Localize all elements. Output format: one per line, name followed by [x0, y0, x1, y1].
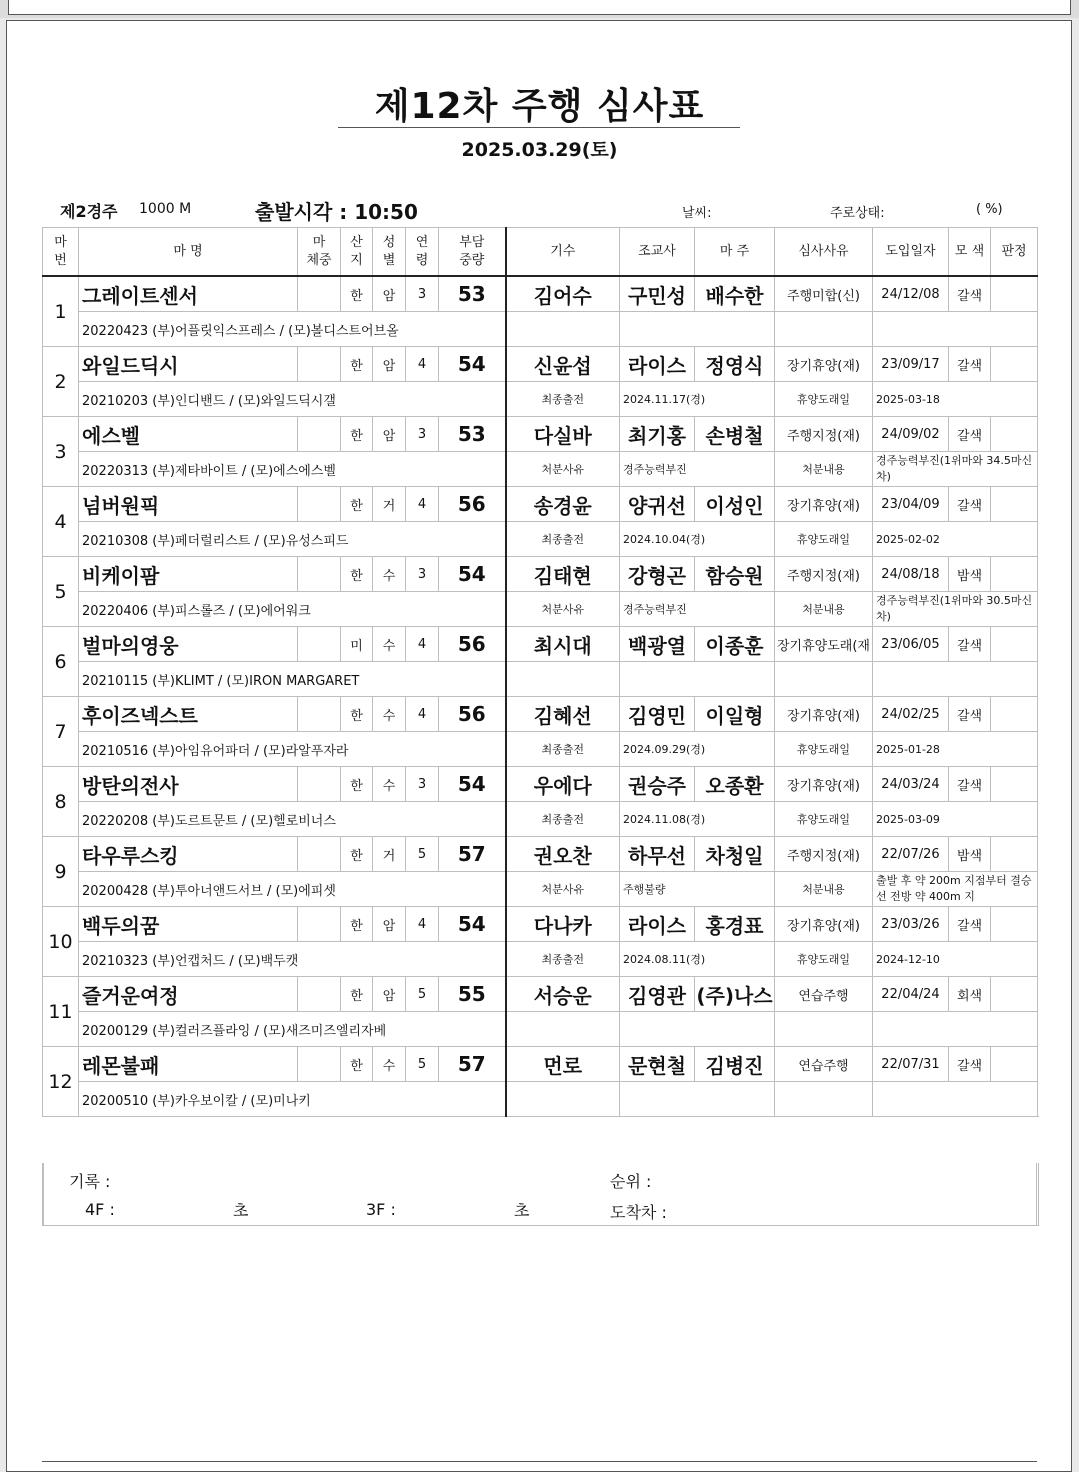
review-reason: 장기휴양(재) — [775, 697, 873, 732]
intro-date: 24/12/08 — [873, 276, 949, 312]
horse-row — [43, 417, 1038, 452]
review-reason: 장기휴양(재) — [775, 767, 873, 802]
horse-trainer: 구민성 — [620, 276, 695, 312]
col-weight: 마 체중 — [298, 228, 341, 277]
horse-sex: 수 — [373, 627, 406, 662]
review-reason: 주행지정(재) — [775, 417, 873, 452]
intro-date: 23/04/09 — [873, 487, 949, 522]
review-reason: 연습주행 — [775, 977, 873, 1012]
coat-color: 회색 — [949, 977, 991, 1012]
coat-color: 갈색 — [949, 347, 991, 382]
col-trainer: 조교사 — [620, 228, 695, 277]
horse-number: 1 — [43, 276, 79, 347]
detail-label-1 — [506, 662, 620, 697]
horse-name: 방탄의전사 — [79, 767, 298, 802]
horse-jockey: 우에다 — [506, 767, 620, 802]
horse-origin: 한 — [341, 697, 373, 732]
col-coat-color: 모 색 — [949, 228, 991, 277]
detail-label-1: 최종출전 — [506, 942, 620, 977]
horse-trainer: 하무선 — [620, 837, 695, 872]
horse-age: 5 — [406, 977, 439, 1012]
col-judgement: 판정 — [991, 228, 1038, 277]
horse-age: 3 — [406, 417, 439, 452]
horse-age: 3 — [406, 557, 439, 592]
coat-color: 갈색 — [949, 276, 991, 312]
horse-number: 12 — [43, 1047, 79, 1117]
horse-row — [43, 837, 1038, 872]
horse-origin: 한 — [341, 417, 373, 452]
horse-owner: 홍경표 — [695, 907, 775, 942]
page-bottom-line — [42, 1461, 1037, 1462]
horse-trainer: 권승주 — [620, 767, 695, 802]
horse-burden: 55 — [439, 977, 506, 1012]
horse-age: 5 — [406, 1047, 439, 1082]
horse-burden: 56 — [439, 697, 506, 732]
horse-trainer: 백광열 — [620, 627, 695, 662]
coat-color: 갈색 — [949, 767, 991, 802]
detail-label-1: 처분사유 — [506, 872, 620, 907]
horse-jockey: 신윤섭 — [506, 347, 620, 382]
horse-trainer: 강형곤 — [620, 557, 695, 592]
horse-origin: 한 — [341, 907, 373, 942]
intro-date: 22/07/31 — [873, 1047, 949, 1082]
detail-label-2 — [775, 1082, 873, 1117]
horse-row — [43, 977, 1038, 1012]
horse-row — [43, 907, 1038, 942]
review-reason: 장기휴양(재) — [775, 907, 873, 942]
coat-color: 밤색 — [949, 837, 991, 872]
horse-pedigree: 20220406 (부)피스롤즈 / (모)에어워크 — [79, 592, 506, 627]
detail-label-2: 처분내용 — [775, 592, 873, 627]
coat-color: 갈색 — [949, 697, 991, 732]
f4-seconds: 초 — [233, 1201, 249, 1220]
horse-pedigree: 20220313 (부)제타바이트 / (모)에스에스벨 — [79, 452, 506, 487]
horse-number: 6 — [43, 627, 79, 697]
horse-detail-row — [43, 312, 1038, 347]
horse-detail-row — [43, 522, 1038, 557]
horse-age: 4 — [406, 347, 439, 382]
horse-weight — [298, 697, 341, 732]
detail-label-1: 최종출전 — [506, 382, 620, 417]
horse-row — [43, 276, 1038, 312]
detail-label-2: 휴양도래일 — [775, 802, 873, 837]
intro-date: 22/07/26 — [873, 837, 949, 872]
detail-value-2: 출발 후 약 200m 지점부터 결승선 전방 약 400m 지 — [873, 872, 1038, 907]
horse-number: 5 — [43, 557, 79, 627]
start-time: 출발시각 : 10:50 — [255, 200, 418, 224]
horse-origin: 한 — [341, 977, 373, 1012]
horse-number: 3 — [43, 417, 79, 487]
horse-name: 레몬불패 — [79, 1047, 298, 1082]
horse-name: 타우루스킹 — [79, 837, 298, 872]
horse-sex: 암 — [373, 417, 406, 452]
review-reason: 장기휴양(재) — [775, 347, 873, 382]
f3-seconds: 초 — [514, 1201, 530, 1220]
horse-trainer: 양귀선 — [620, 487, 695, 522]
horse-trainer: 김영관 — [620, 977, 695, 1012]
horse-row — [43, 347, 1038, 382]
horse-detail-row — [43, 662, 1038, 697]
horse-detail-row — [43, 1082, 1038, 1117]
horse-pedigree: 20200510 (부)카우보이칼 / (모)미나키 — [79, 1082, 506, 1117]
review-reason: 연습주행 — [775, 1047, 873, 1082]
weather-label: 날씨: — [682, 206, 712, 221]
detail-label-1: 최종출전 — [506, 802, 620, 837]
horse-trainer: 최기홍 — [620, 417, 695, 452]
horse-detail-row — [43, 732, 1038, 767]
col-sex: 성 별 — [373, 228, 406, 277]
coat-color: 갈색 — [949, 1047, 991, 1082]
horse-weight — [298, 977, 341, 1012]
horse-number: 10 — [43, 907, 79, 977]
horse-weight — [298, 417, 341, 452]
intro-date: 23/03/26 — [873, 907, 949, 942]
detail-value-1: 2024.11.08(경) — [620, 802, 775, 837]
horse-origin: 한 — [341, 347, 373, 382]
detail-value-1: 2024.10.04(경) — [620, 522, 775, 557]
coat-color: 밤색 — [949, 557, 991, 592]
col-reason: 심사사유 — [775, 228, 873, 277]
horse-age: 4 — [406, 907, 439, 942]
intro-date: 24/02/25 — [873, 697, 949, 732]
horse-number: 7 — [43, 697, 79, 767]
horse-owner: 함승원 — [695, 557, 775, 592]
judgement-cell[interactable] — [991, 767, 1038, 802]
table-header-row — [43, 228, 1038, 277]
coat-color: 갈색 — [949, 417, 991, 452]
detail-value-2: 2025-03-09 — [873, 802, 1038, 837]
race-distance: 1000 M — [139, 201, 192, 217]
detail-label-2 — [775, 312, 873, 347]
judgement-cell[interactable] — [991, 347, 1038, 382]
horse-name: 와일드딕시 — [79, 347, 298, 382]
horse-sex: 암 — [373, 907, 406, 942]
horse-age: 5 — [406, 837, 439, 872]
horse-jockey: 먼로 — [506, 1047, 620, 1082]
horse-owner: 이종훈 — [695, 627, 775, 662]
horse-sex: 암 — [373, 276, 406, 312]
moisture-percent: ( %) — [976, 202, 1003, 217]
horse-jockey: 다나카 — [506, 907, 620, 942]
horse-owner: 김병진 — [695, 1047, 775, 1082]
horse-trainer: 라이스 — [620, 347, 695, 382]
horse-owner: 정영식 — [695, 347, 775, 382]
detail-label-2: 휴양도래일 — [775, 942, 873, 977]
horse-row — [43, 767, 1038, 802]
detail-value-2: 경주능력부진(1위마와 34.5마신 차) — [873, 452, 1038, 487]
judgement-cell[interactable] — [991, 557, 1038, 592]
horse-weight — [298, 557, 341, 592]
judgement-cell[interactable] — [991, 837, 1038, 872]
judgement-cell[interactable] — [991, 276, 1038, 312]
intro-date: 23/09/17 — [873, 347, 949, 382]
horse-number: 9 — [43, 837, 79, 907]
horse-number: 4 — [43, 487, 79, 557]
detail-label-1: 최종출전 — [506, 522, 620, 557]
horse-trainer: 김영민 — [620, 697, 695, 732]
horse-detail-row — [43, 452, 1038, 487]
intro-date: 24/03/24 — [873, 767, 949, 802]
detail-value-1 — [620, 1082, 775, 1117]
record-label: 기록 : — [69, 1172, 111, 1191]
page-title: 제12차 주행 심사표 — [374, 86, 705, 127]
coat-color: 갈색 — [949, 907, 991, 942]
horse-name: 후이즈넥스트 — [79, 697, 298, 732]
detail-label-2: 처분내용 — [775, 872, 873, 907]
horse-weight — [298, 487, 341, 522]
horse-pedigree: 20210115 (부)KLIMT / (모)IRON MARGARET — [79, 662, 506, 697]
detail-label-1 — [506, 312, 620, 347]
col-name: 마 명 — [79, 228, 298, 277]
horse-jockey: 김태현 — [506, 557, 620, 592]
horse-number: 11 — [43, 977, 79, 1047]
horse-name: 즐거운여정 — [79, 977, 298, 1012]
judgement-cell[interactable] — [991, 977, 1038, 1012]
margin-label: 도착차 : — [610, 1203, 667, 1222]
intro-date: 24/08/18 — [873, 557, 949, 592]
horse-sex: 수 — [373, 557, 406, 592]
horse-pedigree: 20210203 (부)인디밴드 / (모)와일드딕시갤 — [79, 382, 506, 417]
horse-jockey: 송경윤 — [506, 487, 620, 522]
intro-date: 22/04/24 — [873, 977, 949, 1012]
horse-name: 그레이트센서 — [79, 276, 298, 312]
race-date: 2025.03.29(토) — [461, 139, 618, 161]
horse-detail-row — [43, 872, 1038, 907]
detail-value-1: 주행불량 — [620, 872, 775, 907]
horse-weight — [298, 837, 341, 872]
horse-number: 8 — [43, 767, 79, 837]
horse-sex: 수 — [373, 697, 406, 732]
horse-row — [43, 1047, 1038, 1082]
horse-burden: 56 — [439, 487, 506, 522]
horse-row — [43, 487, 1038, 522]
detail-label-1: 최종출전 — [506, 732, 620, 767]
horse-origin: 한 — [341, 276, 373, 312]
horse-owner: 손병철 — [695, 417, 775, 452]
col-burden: 부담 중량 — [439, 228, 506, 277]
detail-value-1 — [620, 662, 775, 697]
horse-sex: 거 — [373, 837, 406, 872]
horse-burden: 53 — [439, 417, 506, 452]
horse-weight — [298, 767, 341, 802]
horse-detail-row — [43, 942, 1038, 977]
horse-trainer: 라이스 — [620, 907, 695, 942]
horse-sex: 거 — [373, 487, 406, 522]
detail-label-2: 휴양도래일 — [775, 732, 873, 767]
intro-date: 23/06/05 — [873, 627, 949, 662]
horse-age: 4 — [406, 487, 439, 522]
review-reason: 장기휴양(재) — [775, 487, 873, 522]
horse-weight — [298, 627, 341, 662]
f3-label: 3F : — [366, 1200, 396, 1219]
review-reason: 주행지정(재) — [775, 557, 873, 592]
horse-name: 백두의꿈 — [79, 907, 298, 942]
horse-detail-row — [43, 592, 1038, 627]
horse-owner: 오종환 — [695, 767, 775, 802]
race-number: 제2경주 — [60, 202, 118, 221]
detail-value-1: 2024.08.11(경) — [620, 942, 775, 977]
horse-name: 넘버원픽 — [79, 487, 298, 522]
detail-label-2 — [775, 662, 873, 697]
horse-jockey: 다실바 — [506, 417, 620, 452]
horse-sex: 수 — [373, 767, 406, 802]
detail-label-2: 휴양도래일 — [775, 522, 873, 557]
col-intro-date: 도입일자 — [873, 228, 949, 277]
horse-jockey: 서승운 — [506, 977, 620, 1012]
detail-label-1 — [506, 1012, 620, 1047]
judgement-cell[interactable] — [991, 487, 1038, 522]
coat-color: 갈색 — [949, 487, 991, 522]
horse-burden: 54 — [439, 907, 506, 942]
horse-age: 3 — [406, 276, 439, 312]
horse-burden: 57 — [439, 837, 506, 872]
horse-detail-row — [43, 1012, 1038, 1047]
horse-burden: 54 — [439, 347, 506, 382]
col-jockey: 기수 — [506, 228, 620, 277]
judgement-cell[interactable] — [991, 697, 1038, 732]
col-age: 연 령 — [406, 228, 439, 277]
horse-age: 3 — [406, 767, 439, 802]
top-bar — [0, 0, 1079, 18]
horse-owner: (주)나스 — [695, 977, 775, 1012]
horse-origin: 한 — [341, 557, 373, 592]
horse-number: 2 — [43, 347, 79, 417]
horse-origin: 한 — [341, 487, 373, 522]
detail-value-2: 2024-12-10 — [873, 942, 1038, 977]
horse-row — [43, 627, 1038, 662]
judgement-cell[interactable] — [991, 417, 1038, 452]
horse-name: 비케이팜 — [79, 557, 298, 592]
horse-name: 에스벨 — [79, 417, 298, 452]
horse-origin: 한 — [341, 767, 373, 802]
detail-value-2 — [873, 1082, 1038, 1117]
horse-origin: 한 — [341, 1047, 373, 1082]
horse-trainer: 문현철 — [620, 1047, 695, 1082]
horse-jockey: 김혜선 — [506, 697, 620, 732]
horse-pedigree: 20220423 (부)어플릿익스프레스 / (모)볼디스트어브올 — [79, 312, 506, 347]
horse-weight — [298, 276, 341, 312]
detail-value-2: 2025-03-18 — [873, 382, 1038, 417]
horse-row — [43, 697, 1038, 732]
horse-origin: 한 — [341, 837, 373, 872]
f4-label: 4F : — [85, 1200, 115, 1219]
detail-value-1: 경주능력부진 — [620, 592, 775, 627]
rank-label: 순위 : — [610, 1172, 652, 1191]
horse-burden: 53 — [439, 276, 506, 312]
detail-value-1: 경주능력부진 — [620, 452, 775, 487]
horse-pedigree: 20210516 (부)아임유어파더 / (모)라알푸자라 — [79, 732, 506, 767]
horse-pedigree: 20210323 (부)언캡처드 / (모)백두캣 — [79, 942, 506, 977]
detail-value-2: 2025-02-02 — [873, 522, 1038, 557]
detail-value-2: 경주능력부진(1위마와 30.5마신차) — [873, 592, 1038, 627]
horse-owner: 차청일 — [695, 837, 775, 872]
horse-owner: 이일형 — [695, 697, 775, 732]
horse-name: 벌마의영웅 — [79, 627, 298, 662]
coat-color: 갈색 — [949, 627, 991, 662]
horse-age: 4 — [406, 627, 439, 662]
horse-row — [43, 557, 1038, 592]
horse-burden: 57 — [439, 1047, 506, 1082]
horse-detail-row — [43, 382, 1038, 417]
judgement-cell[interactable] — [991, 907, 1038, 942]
detail-label-2 — [775, 1012, 873, 1047]
col-owner: 마 주 — [695, 228, 775, 277]
judgement-cell[interactable] — [991, 1047, 1038, 1082]
horse-burden: 54 — [439, 767, 506, 802]
horse-pedigree: 20200129 (부)컬러즈플라잉 / (모)새즈미즈엘리자베 — [79, 1012, 506, 1047]
review-table — [42, 227, 1038, 1117]
intro-date: 24/09/02 — [873, 417, 949, 452]
detail-value-2 — [873, 1012, 1038, 1047]
detail-value-2 — [873, 662, 1038, 697]
detail-label-1 — [506, 1082, 620, 1117]
horse-sex: 암 — [373, 347, 406, 382]
horse-owner: 배수한 — [695, 276, 775, 312]
record-footer — [42, 1163, 1039, 1226]
horse-pedigree: 20220208 (부)도르트문트 / (모)헬로비너스 — [79, 802, 506, 837]
detail-value-2: 2025-01-28 — [873, 732, 1038, 767]
review-reason: 주행지정(재) — [775, 837, 873, 872]
horse-pedigree: 20210308 (부)페더럴리스트 / (모)유성스피드 — [79, 522, 506, 557]
horse-weight — [298, 1047, 341, 1082]
review-reason: 주행미합(신) — [775, 276, 873, 312]
horse-origin: 미 — [341, 627, 373, 662]
title-underline — [338, 127, 740, 128]
horse-weight — [298, 907, 341, 942]
horse-jockey: 최시대 — [506, 627, 620, 662]
horse-burden: 54 — [439, 557, 506, 592]
horse-jockey: 권오찬 — [506, 837, 620, 872]
detail-label-2: 휴양도래일 — [775, 382, 873, 417]
track-condition-label: 주로상태: — [830, 206, 885, 221]
horse-age: 4 — [406, 697, 439, 732]
horse-sex: 수 — [373, 1047, 406, 1082]
horse-sex: 암 — [373, 977, 406, 1012]
detail-value-1: 2024.09.29(경) — [620, 732, 775, 767]
horse-weight — [298, 347, 341, 382]
detail-label-1: 처분사유 — [506, 452, 620, 487]
horse-jockey: 김어수 — [506, 276, 620, 312]
judgement-cell[interactable] — [991, 627, 1038, 662]
detail-label-2: 처분내용 — [775, 452, 873, 487]
detail-label-1: 처분사유 — [506, 592, 620, 627]
horse-pedigree: 20200428 (부)투아너앤드서브 / (모)에피셋 — [79, 872, 506, 907]
review-reason: 장기휴양도래(재 — [775, 627, 873, 662]
detail-value-1 — [620, 312, 775, 347]
detail-value-1: 2024.11.17(경) — [620, 382, 775, 417]
detail-value-1 — [620, 1012, 775, 1047]
col-origin: 산 지 — [341, 228, 373, 277]
col-no: 마 번 — [43, 228, 79, 277]
horse-detail-row — [43, 802, 1038, 837]
horse-burden: 56 — [439, 627, 506, 662]
detail-value-2 — [873, 312, 1038, 347]
horse-owner: 이성인 — [695, 487, 775, 522]
